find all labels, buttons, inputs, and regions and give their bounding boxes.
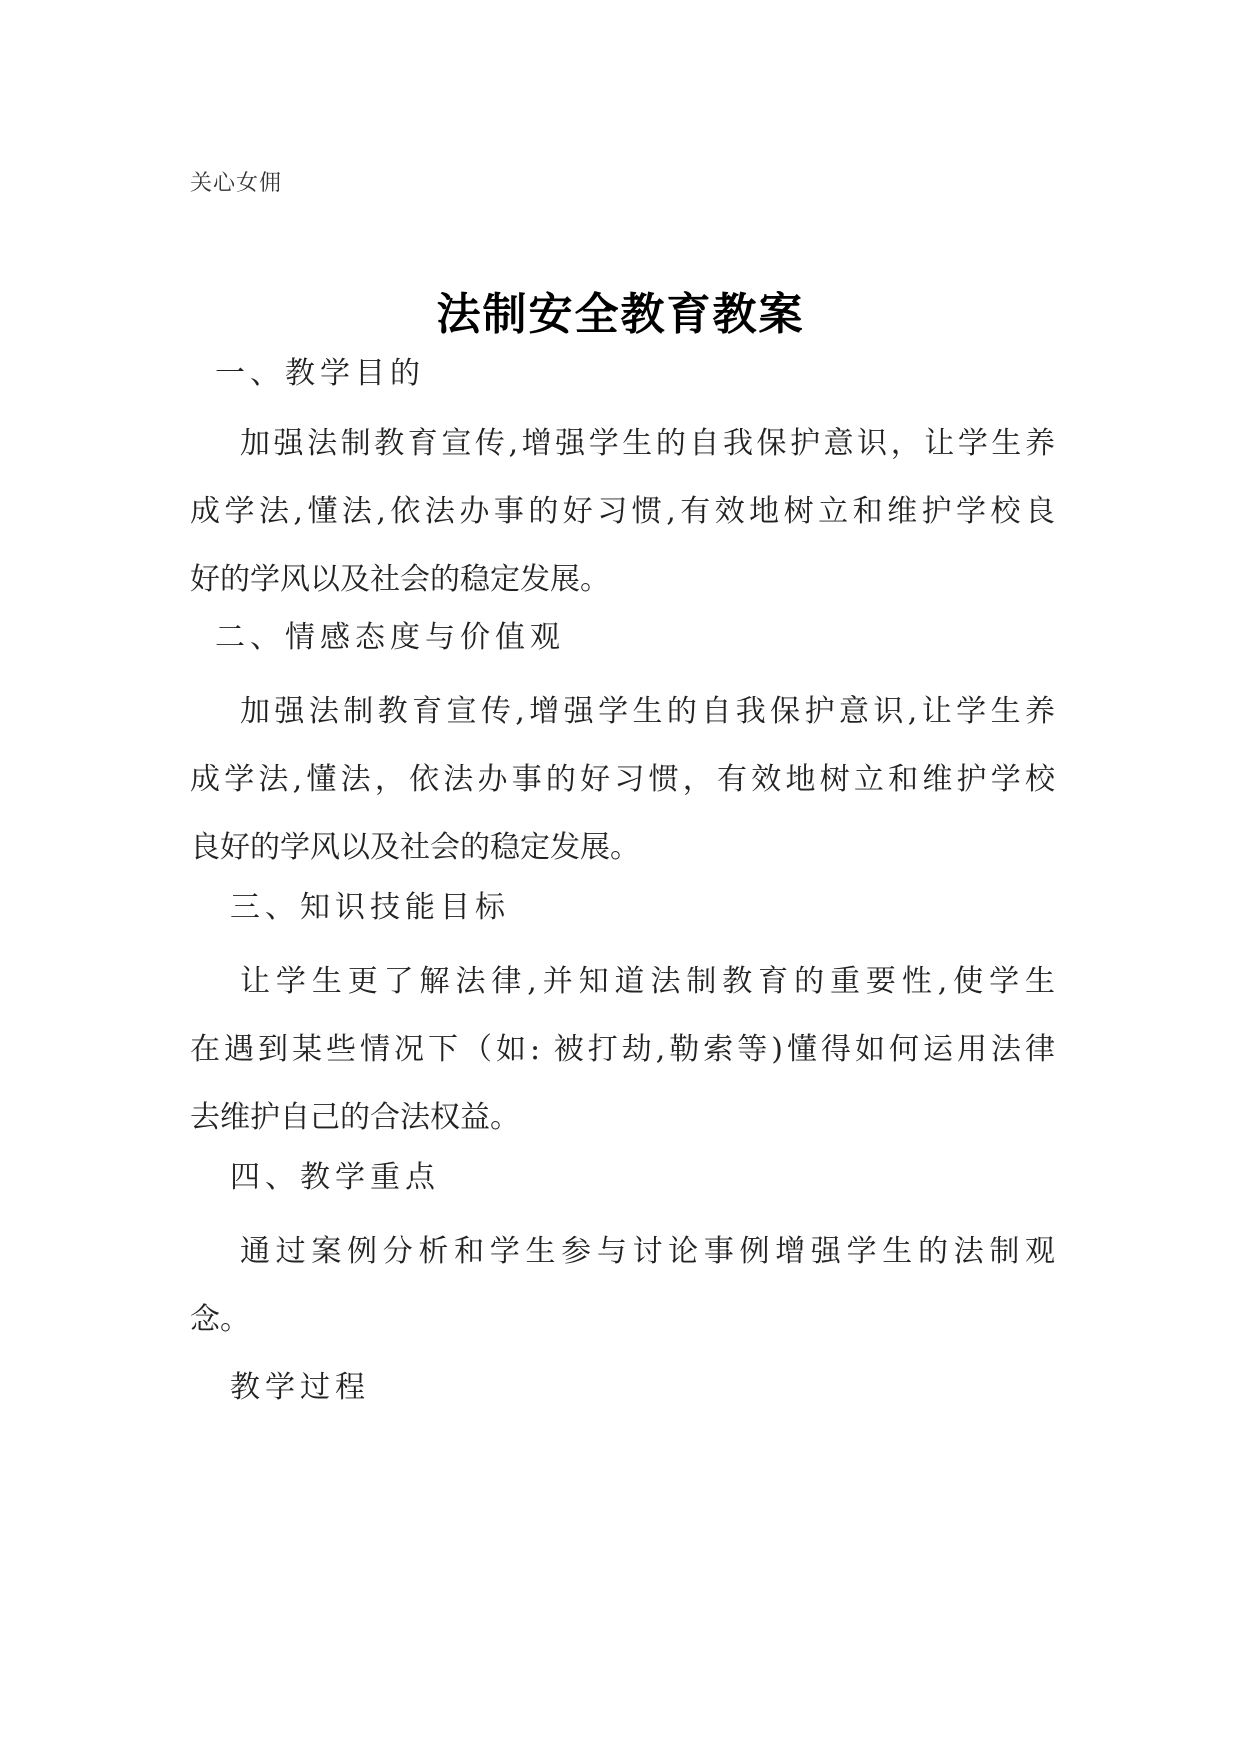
paragraph-line: 念。 bbox=[190, 1302, 250, 1337]
section-1-heading: 一、教学目的 bbox=[215, 356, 425, 391]
paragraph-line: 成学法,懂法，依法办事的好习惯，有效地树立和维护学校 bbox=[190, 762, 1055, 797]
section-4-paragraph bbox=[190, 1218, 1055, 1354]
header-note: 关心女佣 bbox=[190, 171, 283, 196]
paragraph-line: 加强法制教育宣传,增强学生的自我保护意识,让学生养 bbox=[240, 694, 1055, 729]
paragraph-line: 好的学风以及社会的稳定发展。 bbox=[190, 562, 610, 597]
paragraph-line: 良好的学风以及社会的稳定发展。 bbox=[190, 830, 640, 865]
section-3-heading: 三、知识技能目标 bbox=[230, 890, 510, 925]
paragraph-line: 在遇到某些情况下（如: 被打劫,勒索等)懂得如何运用法律 bbox=[190, 1032, 1055, 1067]
paragraph-line: 成学法,懂法,依法办事的好习惯,有效地树立和维护学校良 bbox=[190, 494, 1055, 529]
document-title: 法制安全教育教案 bbox=[436, 289, 805, 340]
section-2-paragraph bbox=[190, 678, 1055, 882]
section-3-paragraph bbox=[190, 948, 1055, 1152]
paragraph-line: 加强法制教育宣传,增强学生的自我保护意识，让学生养 bbox=[240, 426, 1055, 461]
paragraph-line: 去维护自己的合法权益。 bbox=[190, 1100, 520, 1135]
section-4-heading: 四、教学重点 bbox=[230, 1160, 440, 1195]
section-2-heading: 二、情感态度与价值观 bbox=[215, 620, 565, 655]
paragraph-line: 让学生更了解法律,并知道法制教育的重要性,使学生 bbox=[240, 964, 1055, 999]
section-1-paragraph bbox=[190, 410, 1055, 614]
teaching-process-heading: 教学过程 bbox=[230, 1370, 370, 1405]
paragraph-line: 通过案例分析和学生参与讨论事例增强学生的法制观 bbox=[240, 1234, 1055, 1269]
